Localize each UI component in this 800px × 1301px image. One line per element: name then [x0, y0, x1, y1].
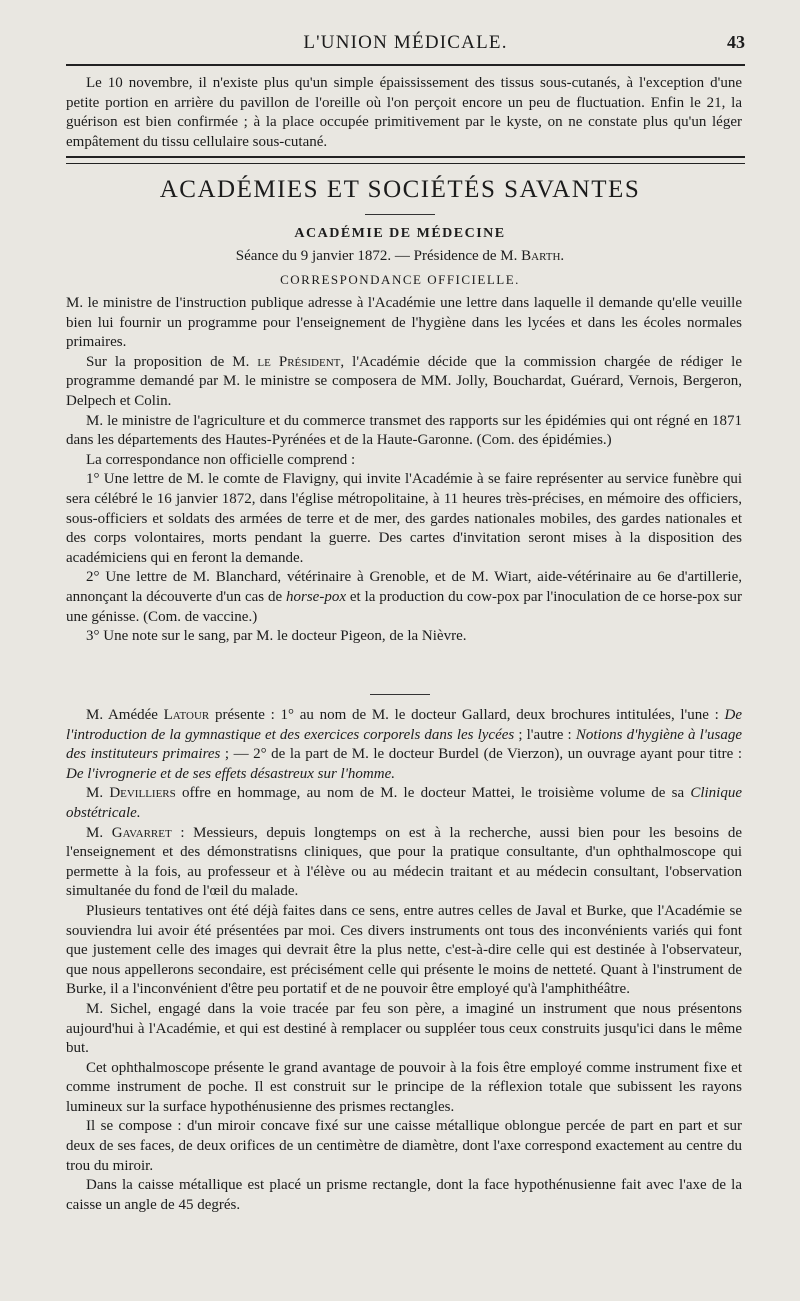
page-header [66, 26, 745, 66]
header-rule [66, 64, 745, 66]
presentation-paragraph: M. Sichel, engagé dans la voie tracée par feu son père, a imaginé un instrument que nous présentons aujourd'hui à l'Académie, et qui est destiné à remplacer ou suppléer tous ceux construits jusqu'ici dans le même but. [66, 1000, 742, 1057]
seance-prefix: Séance du 9 janvier 1872. — Présidence de M. [235, 248, 522, 264]
book-title: Clinique obstétricale. [66, 785, 742, 821]
president-name: le Président [257, 353, 341, 370]
intro-paragraph: Le 10 novembre, il n'existe plus qu'un simple épaississement des tissus sous-cutanés, à l'exception d'une petite portion en arrière du pavillon de l'oreille où l'on perçoit encore un peu de fluctuation. Enfin le 21, la guérison est bien confirmée ; à la place occupée primitivement par le kyste, on ne constate plus qu'un léger empâtement du tissu cellulaire sous-cutané. [66, 75, 742, 150]
presentation-paragraph: Dans la caisse métallique est placé un prisme rectangle, dont la face hypothénusienne fait avec l'axe de la caisse un angle de 45 degrés. [66, 1177, 742, 1213]
author-name: Gavarret [111, 824, 172, 841]
academy-heading: ACADÉMIE DE MÉDECINE [294, 226, 506, 241]
text-run: et la production du cow-pox par l'inoculation de ce horse-pox sur une génisse. (Com. de vaccine.) [66, 588, 742, 625]
book-title: Notions d'hygiène à l'usage des instituteurs primaires [66, 726, 742, 763]
italic-term: horse-pox [286, 588, 346, 605]
presentation-paragraph: Il se compose : d'un miroir concave fixé sur une caisse métallique oblongue percée de part en part et sur deux de ses faces, de deux orifices de un centimètre de diamètre, dont l'axe correspond exactement au centre du trou du miroir. [66, 1118, 742, 1174]
correspondence-paragraph: M. le ministre de l'agriculture et du commerce transmet des rapports sur les épidémies qui ont régné en 1871 dans les départements des Hautes-Pyrénées et de la Haute-Garonne. (Com. des épidémies.) [66, 412, 742, 449]
intro-block [66, 74, 742, 152]
presentation-paragraph [66, 784, 742, 823]
correspondence-paragraph: La correspondance non officielle comprend : [86, 451, 356, 468]
correspondence-paragraph: 3° Une note sur le sang, par M. le docteur Pigeon, de la Nièvre. [86, 628, 467, 645]
text-run: présente : 1° au nom de M. le docteur Gallard, deux brochures intitulées, l'une : [209, 707, 725, 723]
correspondence-heading: CORRESPONDANCE OFFICIELLE. [280, 272, 520, 287]
text-run: M. [86, 785, 110, 802]
text-run: Sur la proposition de M. [86, 353, 258, 370]
correspondence-paragraph: M. le ministre de l'instruction publique adresse à l'Académie une lettre dans laquelle il demande qu'elle veuille bien lui fournir un programme pour l'enseignement de l'hygiène dans les lycées et dans les écoles normales primaires. [66, 295, 742, 351]
text-run: M. [86, 824, 112, 841]
seance-line [0, 248, 800, 265]
presentation-paragraph: Cet ophthalmoscope présente le grand avantage de pouvoir à la fois être employé comme instrument fixe et comme instrument de poche. Il est construit sur le principe de la réflexion totale que subissent les rayons lumineux sur la surface hypothénusienne des prismes rectangles. [66, 1059, 742, 1115]
text-run: 2° Une lettre de M. Blanchard, vétérinaire à Grenoble, et de M. Wiart, aide-vétérinaire au 6e d'artillerie, annonçant la découverte d'un cas de [66, 569, 742, 605]
double-rule-divider [66, 156, 745, 164]
page-number: 43 [727, 32, 745, 52]
section-separator [370, 694, 430, 695]
book-title: De l'ivrognerie et de ses effets désastreux sur l'homme. [66, 765, 395, 782]
text-run: M. Amédée [86, 707, 164, 723]
author-name: Devilliers [109, 785, 176, 802]
presentation-paragraph [66, 706, 742, 784]
presentation-paragraph [66, 824, 742, 902]
text-run: ; l'autre : [514, 726, 576, 743]
book-title: De l'introduction de la gymnastique et des exercices corporels dans les lycées [66, 707, 742, 743]
correspondence-paragraph [66, 353, 742, 412]
text-run: , l'Académie décide que la commission chargée de rédiger le programme demandé par M. le ministre se composera de MM. Jolly, Bouchardat, Guérard, Vernois, Bergeron, Delpech et Colin. [66, 353, 742, 409]
seance-president: Barth. [521, 248, 565, 264]
text-run: : Messieurs, depuis longtemps on est à la recherche, aussi bien pour les besoins de l'enseignement et des démonstratisns cliniques, que pour la pratique consultante, d'un ophthalmoscope qui permette à la fois, au professeur et à l'élève ou au médecin traitant et au médecin consultant, l'observation simultanée du fond de l'œil du malade. [66, 824, 742, 900]
text-run: offre en hommage, au nom de M. le docteur Mattei, le troisième volume de sa [175, 785, 691, 802]
title-rule [365, 214, 435, 215]
correspondence-block [66, 294, 742, 647]
correspondence-paragraph [66, 568, 742, 627]
author-name: Latour [163, 707, 210, 723]
presentation-paragraph: Plusieurs tentatives ont été déjà faites dans ce sens, entre autres celles de Javal et Burke, que l'Académie se souviendra lui avoir été présentées par moi. Ces divers instruments ont tous des inconvénients variés qui font que justement celle des images qui devrait être la plus nette, c'est-à-dire celle qui est destinée à l'observateur, que nous appellerons secondaire, est précisément celle qui présente le moins de netteté. Quant à l'instrument de Burke, il a l'inconvénient d'être peu portatif et de ne pouvoir être employé qu'à l'amphithéâtre. [66, 902, 742, 998]
presentations-block [66, 706, 742, 1215]
running-title: L'UNION MÉDICALE. [303, 32, 508, 53]
text-run: ; — 2° de la part de M. le docteur Burdel (de Vierzon), un ouvrage ayant pour titre : [220, 746, 742, 763]
section-title: ACADÉMIES ET SOCIÉTÉS SAVANTES [159, 176, 641, 203]
correspondence-paragraph: 1° Une lettre de M. le comte de Flavigny, qui invite l'Académie à se faire représenter au service funèbre qui sera célébré le 16 janvier 1872, dans l'église métropolitaine, à 11 heures très-précises, en mémoire des officiers, sous-officiers et soldats des armées de terre et de mer, des gardes nationales mobiles, des gardes nationales et des corps volontaires, morts pendant la guerre. Des cartes d'invitation seront mises à la disposition des académiciens qui en feront la demande. [66, 471, 742, 566]
